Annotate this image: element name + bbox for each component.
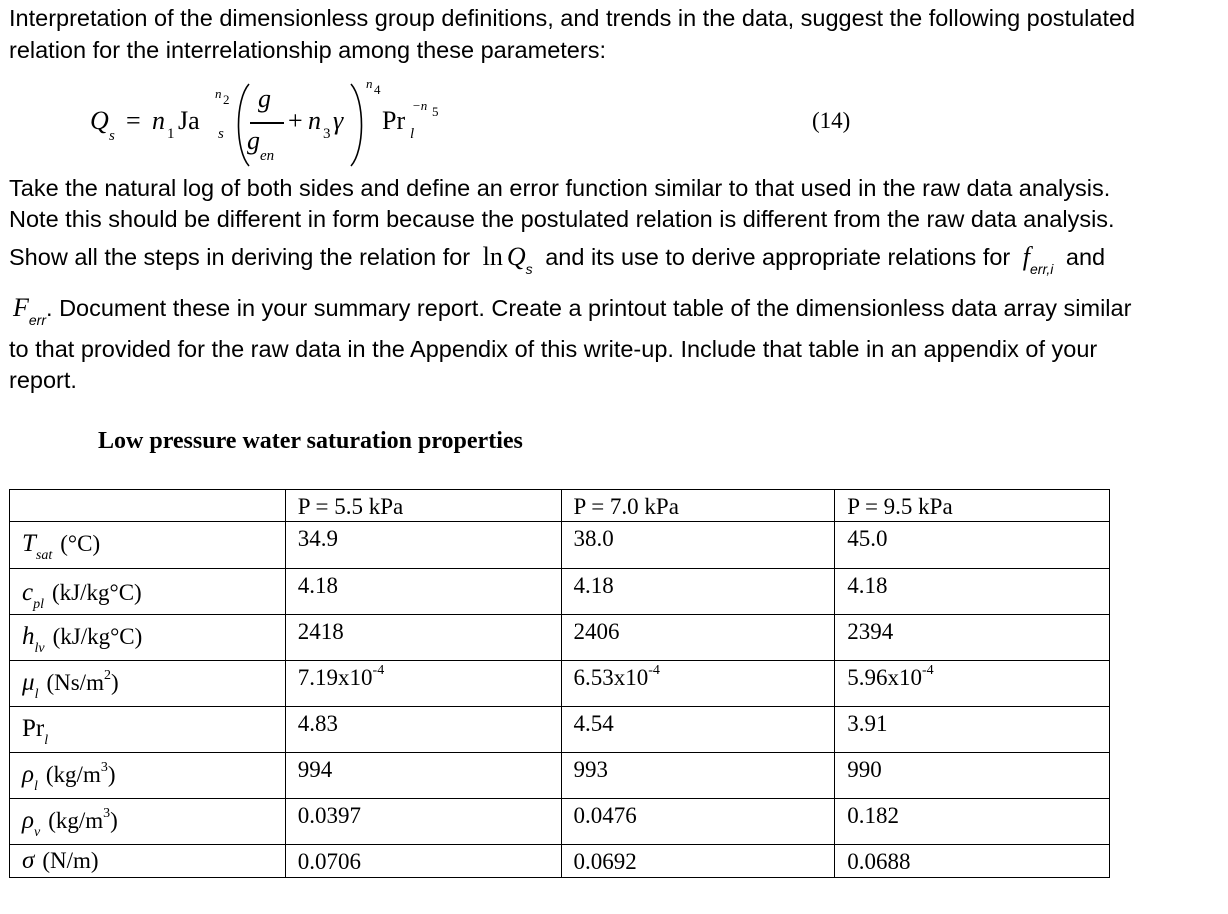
table-cell: 0.0476 <box>561 799 835 845</box>
row-label <box>10 707 286 753</box>
table-cell: 2406 <box>561 615 835 661</box>
eq-Pr: Pr <box>382 106 406 135</box>
row-unit: (°C) <box>60 531 101 556</box>
eq-Pr-sub: l <box>410 126 415 142</box>
eq-Q-sub: s <box>109 128 115 144</box>
table-cell: 0.0706 <box>285 845 561 878</box>
eq-n1: n <box>152 106 165 135</box>
table-cell: 0.182 <box>835 799 1110 845</box>
eq-plus: + <box>288 106 303 135</box>
row-unit: (kJ/kg°C) <box>52 624 143 649</box>
header-cell: P = 7.0 kPa <box>561 490 835 522</box>
table-header-row <box>10 490 1110 522</box>
row-symbol: ρ <box>22 807 34 834</box>
eq-n3-sub: 3 <box>323 126 331 142</box>
intro-line-2: relation for the interrelationship among these parameters: <box>9 37 606 63</box>
row-symbol-sub: sat <box>35 548 53 563</box>
cell-mantissa: 7.19x10 <box>297 665 373 690</box>
row-symbol: ρ <box>22 761 34 788</box>
eq-g-en: g <box>247 126 260 155</box>
table-row <box>10 707 1110 753</box>
paragraph-line-3 <box>9 242 1224 275</box>
row-unit-end: ) <box>110 670 119 695</box>
cell-exponent: -4 <box>648 663 660 679</box>
eq-n1-sub: 1 <box>167 126 175 142</box>
F-err-symbol: F <box>13 293 29 322</box>
eq-Ja-exp: n <box>215 86 222 101</box>
equation-14 <box>90 74 990 170</box>
eq-equals: = <box>126 106 141 135</box>
table-cell: 994 <box>285 753 561 799</box>
table-cell: 993 <box>561 753 835 799</box>
row-unit-exp: 3 <box>100 760 108 776</box>
table-row <box>10 615 1110 661</box>
row-unit: (kg/m <box>48 808 104 833</box>
eq-gamma: γ <box>333 106 344 135</box>
equation-number: (14) <box>812 108 851 133</box>
row-unit: (N/m) <box>42 848 99 873</box>
row-unit-end: ) <box>107 762 116 787</box>
header-empty-cell <box>10 490 286 522</box>
header-cell: P = 9.5 kPa <box>835 490 1110 522</box>
table-cell: 2394 <box>835 615 1110 661</box>
cell-mantissa: 6.53x10 <box>573 665 649 690</box>
row-symbol: σ <box>22 847 35 874</box>
table-cell: 4.83 <box>285 707 561 753</box>
row-label <box>10 799 286 845</box>
ln-label: ln <box>482 242 503 271</box>
paragraph-line-4 <box>9 293 1224 326</box>
f-err-sub: err,i <box>1030 261 1054 277</box>
paragraph-line-1: Take the natural log of both sides and define an error function similar to that used in the raw data analysis. <box>9 175 1111 201</box>
F-err-sub: err <box>28 312 47 328</box>
row-label <box>10 661 286 707</box>
paragraph-line-5: to that provided for the raw data in the Appendix of this write-up. Include that table in an appendix of your <box>9 336 1098 362</box>
eq-Ja-sub: s <box>218 126 224 142</box>
eq-fraction-bar <box>250 122 284 124</box>
table-cell: 4.18 <box>835 569 1110 615</box>
row-unit-exp: 3 <box>103 806 111 822</box>
row-unit: (kg/m <box>45 762 101 787</box>
saturation-properties-table <box>9 489 1110 878</box>
paragraph-line-3b: and its use to derive appropriate relations for <box>545 244 1011 270</box>
row-label <box>10 569 286 615</box>
eq-Ja: Ja <box>178 106 200 135</box>
table-cell <box>285 661 561 707</box>
row-label <box>10 615 286 661</box>
paragraph-line-2: Note this should be different in form because the postulated relation is different from the raw data analysis. <box>9 206 1115 232</box>
row-symbol: h <box>22 623 35 650</box>
table-cell: 990 <box>835 753 1110 799</box>
intro-line-1: Interpretation of the dimensionless group definitions, and trends in the data, suggest the following postulated <box>9 5 1136 31</box>
eq-Q: Q <box>90 106 109 135</box>
table-cell: 0.0688 <box>835 845 1110 878</box>
row-unit-exp: 2 <box>103 668 111 684</box>
row-label <box>10 753 286 799</box>
row-symbol-sub: v <box>34 825 41 840</box>
table-cell <box>835 661 1110 707</box>
row-unit: (kJ/kg°C) <box>52 580 142 605</box>
table-cell: 4.18 <box>561 569 835 615</box>
row-label <box>10 845 286 878</box>
cell-exponent: -4 <box>372 663 385 679</box>
table-row <box>10 845 1110 878</box>
row-symbol-sub: l <box>44 733 49 748</box>
f-err-symbol: f <box>1022 242 1031 271</box>
eq-n3: n <box>308 106 321 135</box>
row-symbol-sub: l <box>34 779 38 794</box>
table-row <box>10 569 1110 615</box>
table-cell: 4.54 <box>561 707 835 753</box>
table-title: Low pressure water saturation properties <box>98 428 523 454</box>
row-symbol: μ <box>22 669 35 696</box>
row-symbol: T <box>22 530 36 557</box>
paragraph-line-4b: . Document these in your summary report. Create a printout table of the dimensionless data array similar <box>46 295 1132 321</box>
cell-exponent: -4 <box>922 663 934 679</box>
eq-right-paren <box>348 82 370 168</box>
row-symbol-sub: lv <box>34 641 45 656</box>
table-cell <box>561 661 835 707</box>
row-unit-end: ) <box>110 808 118 833</box>
eq-g: g <box>258 84 271 113</box>
row-unit: (Ns/m <box>46 670 104 695</box>
table-row <box>10 753 1110 799</box>
paragraph-line-6: report. <box>9 367 77 393</box>
eq-Ja-exp-sub: 2 <box>223 92 230 107</box>
table-cell: 38.0 <box>561 522 835 569</box>
table-cell: 0.0397 <box>285 799 561 845</box>
table-row <box>10 661 1110 707</box>
ln-Q-sub: s <box>525 261 533 277</box>
table-row <box>10 522 1110 569</box>
eq-outer-exp-sub: 4 <box>374 82 381 97</box>
table-cell: 3.91 <box>835 707 1110 753</box>
row-symbol: Pr <box>22 715 45 742</box>
eq-Pr-exp: −n <box>412 98 428 113</box>
table-cell: 2418 <box>285 615 561 661</box>
row-symbol: c <box>22 579 34 606</box>
table-cell: 4.18 <box>285 569 561 615</box>
row-label <box>10 522 286 569</box>
paragraph-line-3c: and <box>1065 244 1106 270</box>
row-symbol-sub: l <box>34 687 39 702</box>
eq-Pr-exp-sub: 5 <box>432 104 439 119</box>
cell-mantissa: 5.96x10 <box>847 665 922 690</box>
paragraph-line-3a: Show all the steps in deriving the relation for <box>9 244 471 270</box>
row-symbol-sub: pl <box>33 597 44 612</box>
table-cell: 0.0692 <box>561 845 835 878</box>
table-row <box>10 799 1110 845</box>
eq-outer-exp: n <box>366 76 373 91</box>
header-cell: P = 5.5 kPa <box>285 490 561 522</box>
table-cell: 45.0 <box>835 522 1110 569</box>
intro-text <box>9 2 1219 66</box>
eq-g-en-sub: en <box>260 148 275 164</box>
ln-Q: Q <box>506 242 526 271</box>
table-cell: 34.9 <box>285 522 561 569</box>
